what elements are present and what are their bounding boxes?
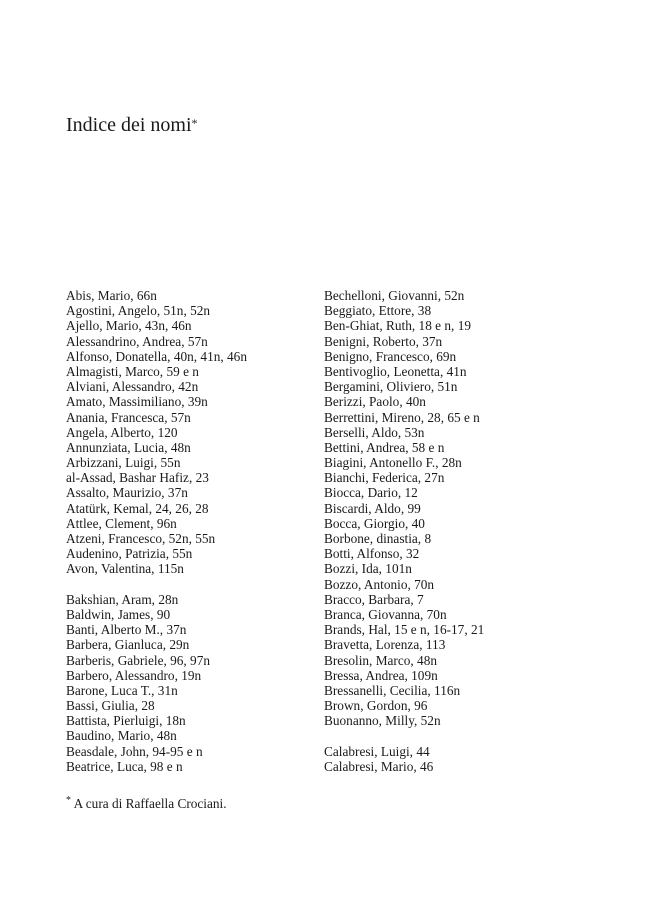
index-entry: Bravetta, Lorenza, 113 <box>324 637 446 653</box>
index-entry: Beggiato, Ettore, 38 <box>324 303 432 319</box>
index-entry: Bettini, Andrea, 58 e n <box>324 439 445 455</box>
index-entry: Biscardi, Aldo, 99 <box>324 500 421 516</box>
index-entry: Alviani, Alessandro, 42n <box>66 379 199 395</box>
index-entry: Bianchi, Federica, 27n <box>324 470 445 486</box>
index-entry: Barone, Luca T., 31n <box>66 682 178 698</box>
index-entry: Ben-Ghiat, Ruth, 18 e n, 19 <box>324 318 471 334</box>
index-entry: al-Assad, Bashar Hafiz, 23 <box>66 470 209 486</box>
index-entry: Brown, Gordon, 96 <box>324 698 428 714</box>
index-entry: Benigno, Francesco, 69n <box>324 348 457 364</box>
index-entry: Baldwin, James, 90 <box>66 606 171 622</box>
index-entry: Audenino, Patrizia, 55n <box>66 546 193 562</box>
index-entry: Baudino, Mario, 48n <box>66 728 177 744</box>
index-entry: Anania, Francesca, 57n <box>66 409 191 425</box>
letter-group-gap <box>66 577 328 592</box>
letter-group-gap <box>324 728 624 743</box>
index-entry: Alessandrino, Andrea, 57n <box>66 333 208 349</box>
index-entry: Benigni, Roberto, 37n <box>324 333 443 349</box>
index-entry: Amato, Massimiliano, 39n <box>66 394 208 410</box>
index-entry: Bressanelli, Cecilia, 116n <box>324 682 461 698</box>
index-entry: Berrettini, Mireno, 28, 65 e n <box>324 409 480 425</box>
index-entry: Beasdale, John, 94-95 e n <box>66 743 203 759</box>
index-entry: Barbero, Alessandro, 19n <box>66 667 202 683</box>
index-entry: Almagisti, Marco, 59 e n <box>66 363 199 379</box>
index-entry: Bocca, Giorgio, 40 <box>324 515 425 531</box>
index-entry: Barbera, Gianluca, 29n <box>66 637 190 653</box>
index-entry: Beatrice, Luca, 98 e n <box>66 758 183 774</box>
index-entry: Bresolin, Marco, 48n <box>324 652 438 668</box>
footnote-marker: * <box>191 116 198 130</box>
index-entry: Bozzo, Antonio, 70n <box>324 576 435 592</box>
index-column-right <box>324 288 624 774</box>
index-entry: Bozzi, Ida, 101n <box>324 561 412 577</box>
index-entry: Bergamini, Oliviero, 51n <box>324 379 458 395</box>
index-entry: Alfonso, Donatella, 40n, 41n, 46n <box>66 348 247 364</box>
index-entry: Brands, Hal, 15 e n, 16-17, 21 <box>324 622 485 638</box>
index-entry: Botti, Alfonso, 32 <box>324 546 420 562</box>
index-entry: Bressa, Andrea, 109n <box>324 667 438 683</box>
index-entry: Biagini, Antonello F., 28n <box>324 455 462 471</box>
index-entry: Annunziata, Lucia, 48n <box>66 439 191 455</box>
index-entry: Bechelloni, Giovanni, 52n <box>324 288 465 303</box>
index-entry: Barberis, Gabriele, 96, 97n <box>66 652 211 668</box>
index-entry: Angela, Alberto, 120 <box>66 424 178 440</box>
index-entry: Battista, Pierluigi, 18n <box>66 713 186 729</box>
index-entry: Berizzi, Paolo, 40n <box>324 394 426 410</box>
index-entry: Atatürk, Kemal, 24, 26, 28 <box>66 500 209 516</box>
index-entry: Branca, Giovanna, 70n <box>324 606 447 622</box>
index-entry: Calabresi, Mario, 46 <box>324 758 434 774</box>
index-entry: Attlee, Clement, 96n <box>66 515 177 531</box>
index-entry: Avon, Valentina, 115n <box>66 561 184 577</box>
index-entry: Arbizzani, Luigi, 55n <box>66 455 181 471</box>
index-entry: Atzeni, Francesco, 52n, 55n <box>66 531 216 546</box>
footnote-text: A cura di Raffaella Crociani. <box>71 796 227 811</box>
index-entry: Agostini, Angelo, 51n, 52n <box>66 303 211 319</box>
index-entry: Bentivoglio, Leonetta, 41n <box>324 363 467 379</box>
page-title-text: Indice dei nomi <box>66 114 192 136</box>
index-entry: Berselli, Aldo, 53n <box>324 424 425 440</box>
index-entry: Bassi, Giulia, 28 <box>66 698 155 714</box>
page-title <box>66 113 198 137</box>
index-entry: Borbone, dinastia, 8 <box>324 531 432 546</box>
index-entry: Buonanno, Milly, 52n <box>324 713 441 729</box>
index-entry: Abis, Mario, 66n <box>66 288 157 303</box>
index-entry: Assalto, Maurizio, 37n <box>66 485 188 501</box>
footnote <box>66 796 227 812</box>
index-entry: Biocca, Dario, 12 <box>324 485 418 501</box>
index-column-left <box>66 288 328 774</box>
index-entry: Bakshian, Aram, 28n <box>66 591 179 607</box>
index-entry: Ajello, Mario, 43n, 46n <box>66 318 192 334</box>
footnote-marker: * <box>66 795 71 806</box>
index-entry: Bracco, Barbara, 7 <box>324 591 424 607</box>
index-entry: Banti, Alberto M., 37n <box>66 622 187 638</box>
index-entry: Calabresi, Luigi, 44 <box>324 743 430 759</box>
